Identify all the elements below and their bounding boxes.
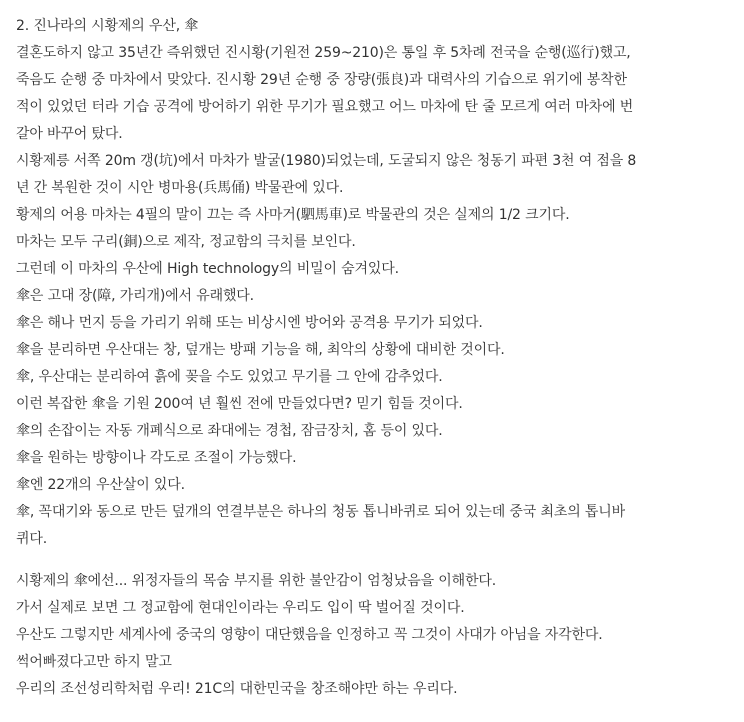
paragraph-line: 황제의 어용 마차는 4필의 말이 끄는 즉 사마거(駟馬車)로 박물관의 것은 실제의 1/2 크기다. (16, 207, 570, 223)
paragraph-line: 그런데 이 마차의 우산에 High technology의 비밀이 숨겨있다. (16, 261, 399, 277)
paragraph-line: 죽음도 순행 중 마차에서 맞았다. 진시황 29년 순행 중 장량(張良)과 대력사의 기습으로 위기에 봉착한 (16, 72, 627, 88)
closing-line: 우산도 그렇지만 세계사에 중국의 영향이 대단했음을 인정하고 꼭 그것이 사대가 아님을 자각한다. (16, 627, 603, 643)
paragraph-line: 갈아 바꾸어 탔다. (16, 126, 123, 142)
closing-line: 시황제의 傘에선... 위정자들의 목숨 부지를 위한 불안감이 엄청났음을 이해한다. (16, 573, 497, 589)
paragraph-line: 적이 있었던 터라 기습 공격에 방어하기 위한 무기가 필요했고 어느 마차에 탄 줄 모르게 여러 마차에 번 (16, 99, 634, 115)
paragraph-line: 傘은 고대 장(障, 가리개)에서 유래했다. (16, 288, 254, 304)
paragraph-line: 시황제릉 서쪽 20m 갱(坑)에서 마차가 발굴(1980)되었는데, 도굴되지 않은 청동기 파편 3천 여 점을 8 (16, 153, 637, 169)
closing-line: 우리의 조선성리학처럼 우리! 21C의 대한민국을 창조해야만 하는 우리다. (16, 681, 458, 697)
paragraph-line: 傘을 원하는 방향이나 각도로 조절이 가능했다. (16, 450, 297, 466)
paragraph-line: 傘은 해나 먼지 등을 가리기 위해 또는 비상시엔 방어와 공격용 무기가 되었다. (16, 315, 483, 331)
article-title: 2. 진나라의 시황제의 우산, 傘 (16, 18, 199, 34)
paragraph-line: 이런 복잡한 傘을 기원 200여 년 훨씬 전에 만들었다면? 믿기 힘들 것이다. (16, 396, 463, 412)
paragraph-line: 傘, 우산대는 분리하여 흙에 꽂을 수도 있었고 무기를 그 안에 감추었다. (16, 369, 443, 385)
paragraph-line: 傘, 꼭대기와 동으로 만든 덮개의 연결부분은 하나의 청동 톱니바퀴로 되어 있는데 중국 최초의 톱니바 (16, 504, 626, 520)
paragraph-line: 퀴다. (16, 531, 48, 547)
paragraph-line: 傘을 분리하면 우산대는 창, 덮개는 방패 기능을 해, 최악의 상황에 대비한 것이다. (16, 342, 505, 358)
paragraph-line: 傘의 손잡이는 자동 개폐식으로 좌대에는 경첩, 잠금장치, 홈 등이 있다. (16, 423, 443, 439)
paragraph-gap (16, 553, 738, 568)
paragraph-line: 년 간 복원한 것이 시안 병마용(兵馬俑) 박물관에 있다. (16, 180, 344, 196)
paragraph-line: 傘엔 22개의 우산살이 있다. (16, 477, 185, 493)
closing-line: 썩어빠졌다고만 하지 말고 (16, 654, 172, 670)
paragraph-line: 마차는 모두 구리(銅)으로 제작, 정교함의 극치를 보인다. (16, 234, 356, 250)
paragraph-line: 결혼도하지 않고 35년간 즉위했던 진시황(기원전 259~210)은 통일 후 5차례 전국을 순행(巡行)했고, (16, 45, 631, 61)
closing-line: 가서 실제로 보면 그 정교함에 현대인이라는 우리도 입이 딱 벌어질 것이다. (16, 600, 465, 616)
